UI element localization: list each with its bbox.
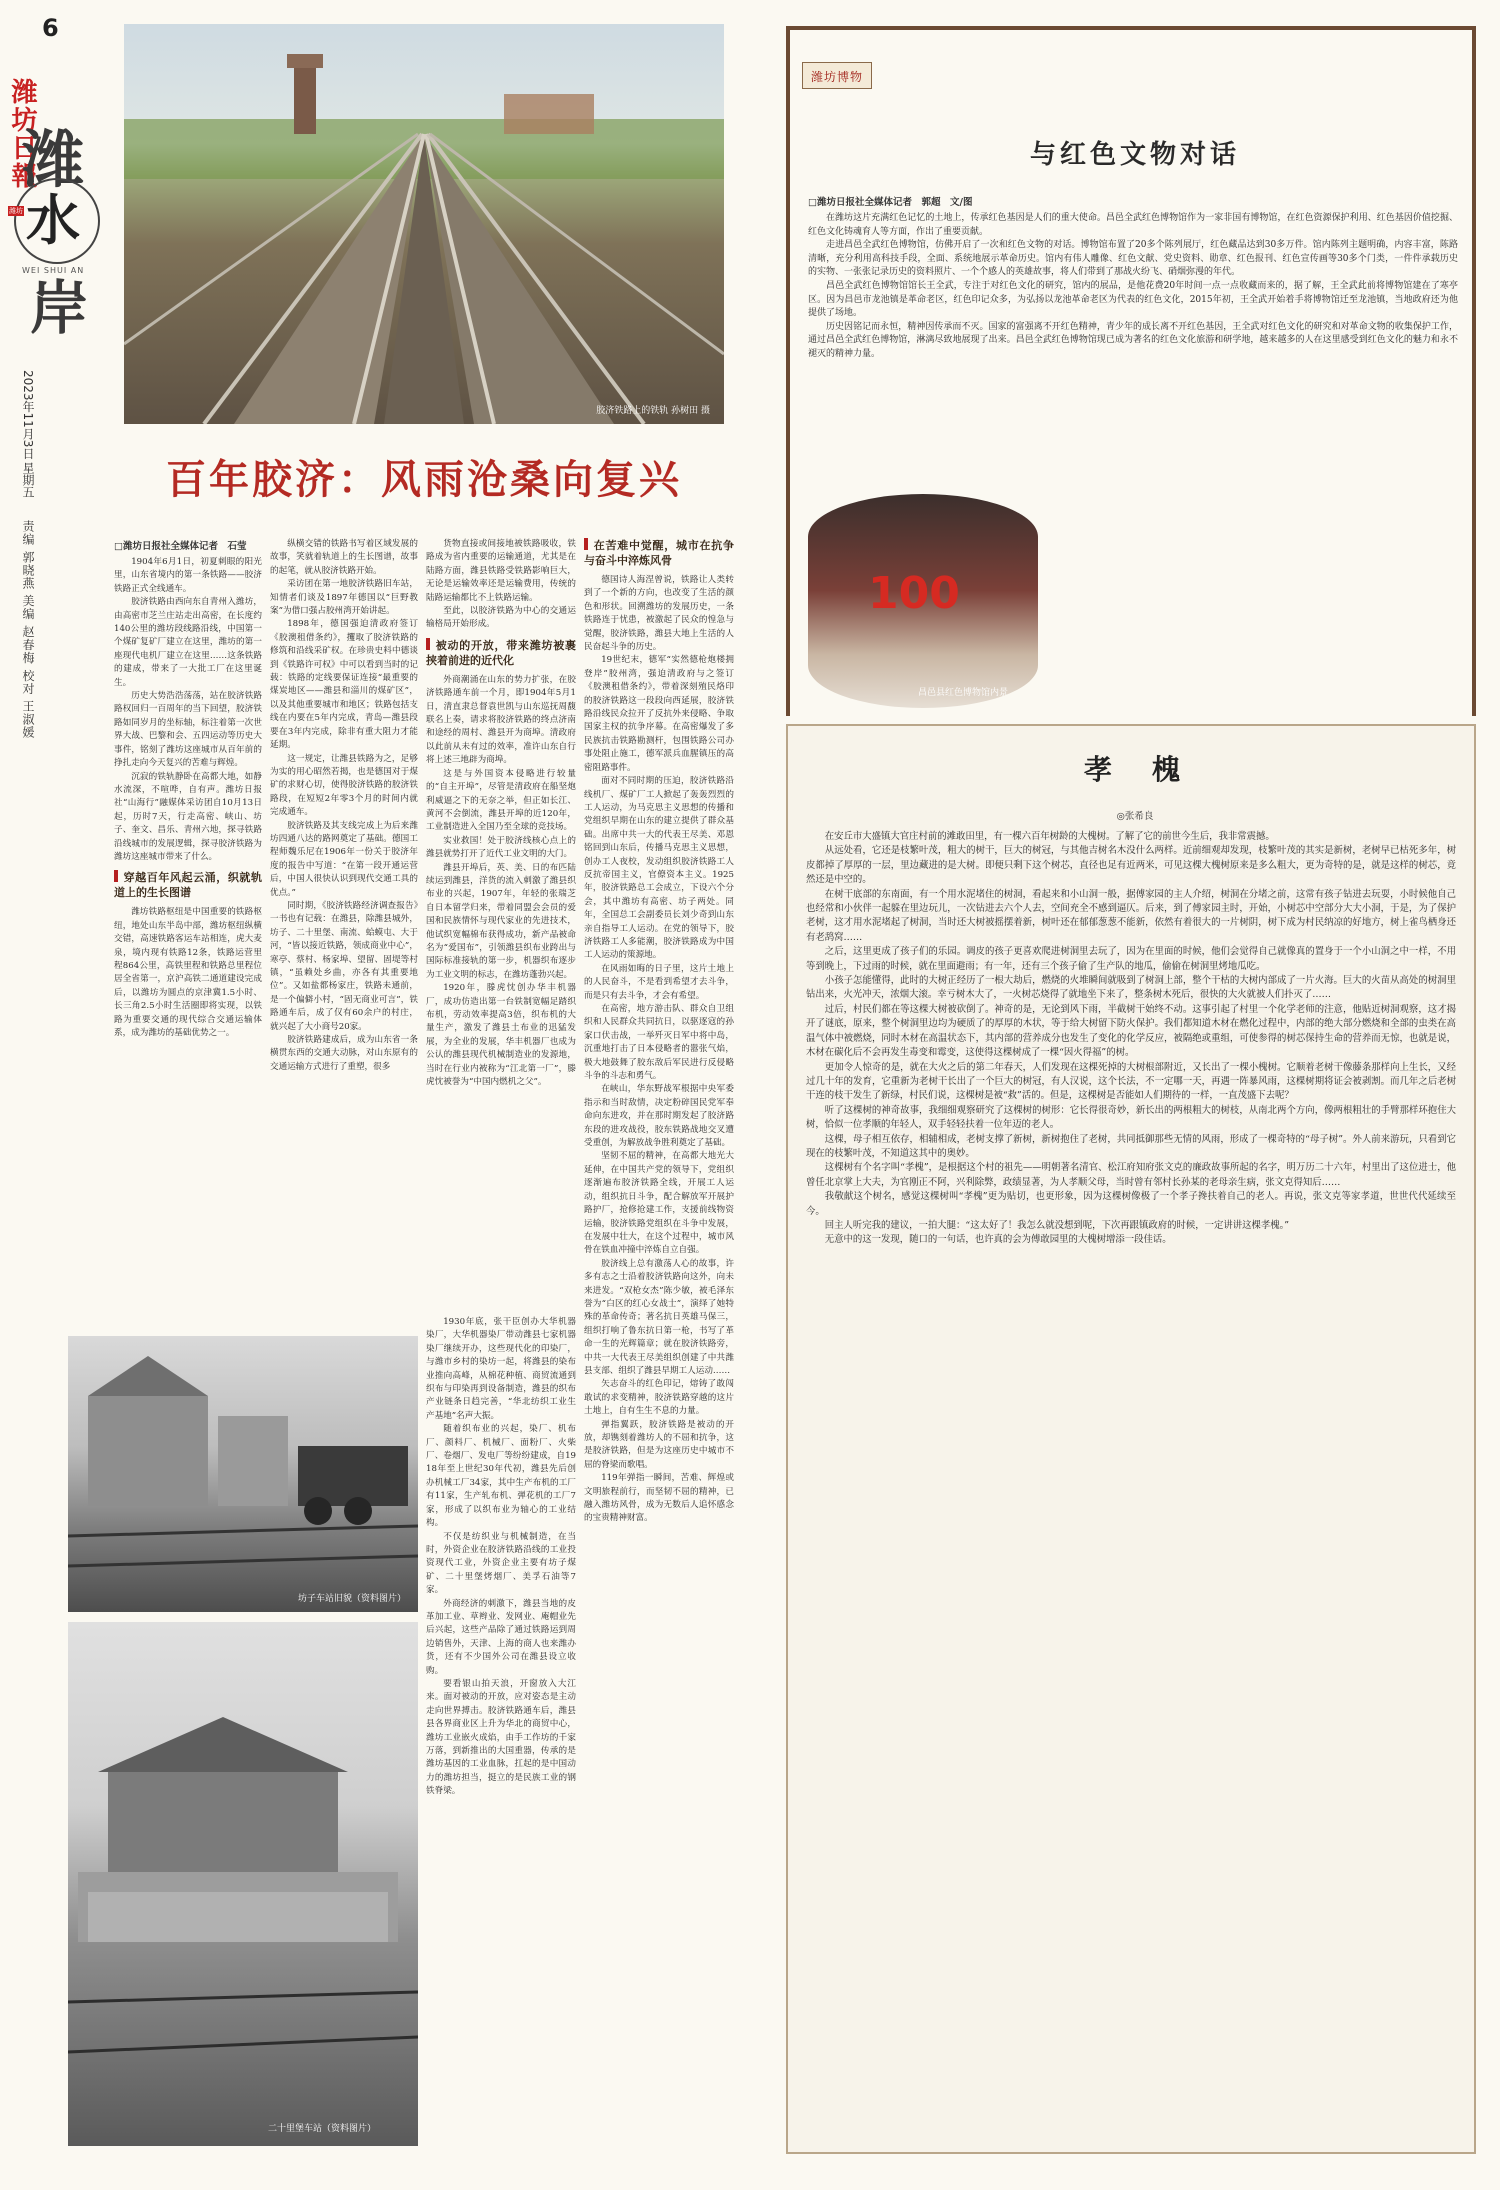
- paragraph: 胶济铁路建成后，成为山东省一条横贯东西的交通大动脉，对山东原有的交通运输方式进行了重塑，很多: [270, 1035, 418, 1072]
- paragraph: 这棵，母子相互依存，相辅相成，老树支撑了新树，新树抱住了老树，共同抵御那些无情的风雨，形成了一棵奇特的“母子树”。外人前来游玩，只看到它现在的枝繁叶茂，不知道这其中的奥妙。: [806, 1133, 1456, 1159]
- paragraph: 19世纪末，德军“实然德枪炮楼拥登岸”胶州湾，强迫清政府与之签订《胶澳租借条约》，带着深刻殖民烙印的胶济铁路这一段段向西延展，胶济铁路沿线民众拉开了反抗外来侵略、争取国家主权的抗争序幕。在高密爆发了多民族抗击铁路勘测杆，包围铁路公司办事处阻止施工，德军派兵血腥镇压的高密阻路事件。: [584, 655, 734, 773]
- paragraph: 货物直接或间接地被铁路吸收，铁路成为省内重要的运输通道，尤其是在陆路方面，潍县铁路受铁路影响巨大，无论是运输效率还是运输费用，传统的陆路运输都比不上铁路运输。: [426, 539, 576, 603]
- museum-body: [808, 212, 1458, 362]
- section-title-wei: 潍: [22, 123, 85, 196]
- page-number: 6: [42, 14, 59, 42]
- museum-headline: 与红色文物对话: [1029, 140, 1240, 170]
- paragraph: 同时期，《胶济铁路经济调查报告》一书也有记载：在潍县，除潍县城外，坊子、二十里堡、南流、蛤蟆屯、大于河，“皆以接近铁路，领成商业中心”，寒亭、蔡村、杨家埠、望留、固堤等村镇，“虽赖处乡曲，亦各有其重要地位”。又如盐都杨家庄，铁路未通前，是一个偏僻小村，“固无商业可言”，铁路通车后，成了仅有60余户的村庄，就兴起了大小商号20家。: [270, 900, 418, 1032]
- paragraph: 在树干底部的东南面，有一个用水泥堵住的树洞，看起来和小山洞一般，据傅家园的主人介绍，树洞在分堵之前，这常有孩子钻进去玩耍，小时候他自己也经常和小伙伴一起躲在里边玩儿，一次钻进去六个人去，空间充全不感到逼仄。后来，到了傅家园主时，开始，小树芯中空部分大大小洞，于是，为了保护老树，这才用水泥堵起了树洞，当时还大树被摇摆着新，树叶还在郁郁葱葱不能新，依然有着很大的一片树阴，树下成为村民纳凉的好地方，树上雀鸟栖身还有老鸹窝……: [806, 888, 1456, 943]
- paragraph: 潍坊铁路枢纽是中国重要的铁路枢纽，地处山东半岛中部，潍坊枢纽纵横交错，高速铁路客运车站相连，虎大麦泉，境内现有铁路12条，铁路运营里程864公里，高铁里程和铁路总里程位居全省第一，京沪高铁二通道建设完成后，以潍坊为圆点的京津冀1.5小时、长三角2.5小时生活圈即将实现，以铁路为重要交通的现代综合交通运输体系，成为潍坊的基础优势之一。: [114, 907, 262, 1038]
- section-pinyin: WEI SHUI AN: [22, 266, 85, 275]
- museum-photo-caption: 昌邑县红色博物馆内景: [917, 688, 1008, 698]
- paragraph: 外商潮涌在山东的势力扩张，在胶济铁路通车前一个月，即1904年5月1日，清直隶总督袁世凯与山东巡抚周馥联名上奏，请求将胶济铁路的终点济南和途经的周村、潍县开为商埠。清政府以此前从未有过的效率，准许山东自行将上述三地辟为商埠。: [426, 674, 576, 766]
- paragraph: 在风雨如晦的日子里，这片土地上的人民奋斗，不是看到希望才去斗争，而是只有去斗争，才会有希望。: [584, 963, 734, 1001]
- editors-credit: 责编 郭晓燕 美编 赵春梅 校对 王淑媛: [21, 520, 35, 740]
- paragraph: 之后，这里更成了孩子们的乐园。调皮的孩子更喜欢爬进树洞里去玩了，因为在里面的时候，他们会觉得自己就像真的置身于一个小山洞之中一样，不用等到晚上，下过雨的时候，就在里面避雨；有一年，还有三个孩子偷了生产队的地瓜，偷偷在树洞里烤地瓜吃。: [806, 946, 1456, 972]
- museum-column-tag-label: 潍坊博物: [811, 70, 864, 84]
- paragraph: 矢志奋斗的红色印记，熔铸了敢闯敢试的求变精神，胶济铁路穿越的这片土地上，自有生生不息的力量。: [584, 1379, 734, 1417]
- paragraph: 这棵树有个名字叫“孝槐”，是根据这个村的祖先——明朝著名清官、松江府知府张文克的廉政故事所起的名字，明万历二十六年，村里出了这位进士，他曾任北京掌上大夫，为官刚正不阿，兴利除弊，政绩显著，为人孝顺父母，当时曾有邻村长孙某的老母亲生病，张文克得知后……: [806, 1162, 1456, 1188]
- main-headline: 百年胶济：风雨沧桑向复兴: [166, 457, 682, 503]
- paragraph: 随着织布业的兴起，染厂、机布厂、颜料厂、机械厂、面粉厂、火柴厂、卷烟厂、发电厂等纷纷建成，自1918年至上世纪30年代初，潍县先后创办机械工厂34家，其中生产布机的工厂有11家，生产轧布机、弹花机的工厂7家，形成了以织布业为轴心的工业结构。: [426, 1424, 576, 1529]
- paragraph: 1904年6月1日，初夏刺眼的阳光里，山东省境内的第一条铁路——胶济铁路正式全线通车。: [114, 557, 262, 594]
- paragraph: 采访团在第一地胶济铁路旧车站，知情者们谈及1897年德国以“巨野教案”为借口强占胶州湾开始讲起。: [270, 579, 418, 617]
- paragraph: 走进昌邑全武红色博物馆，仿佛开启了一次和红色文物的对话。博物馆布置了20多个陈列展厅，红色藏品达到30多万件。馆内陈列主题明确，内容丰富，陈路清晰，充分利用高科技手段，全面、系统地展示革命历史。馆内有伟人雕像、红色文献、党史资料、勋章、红色报刊、红色宣传画等30多个门类，一件件承载历史的实物、一张张记录历史的资料照片、一个个感人的英雄故事，将人们带到了那战火纷飞、硝烟弥漫的年代。: [808, 240, 1458, 278]
- paragraph: 要看银山拍天浪，开窗放入大江来。面对被动的开放，应对姿态是主动走向世界搏击。胶济铁路通车后，潍县县各界商业区上升为华北的商贸中心，潍坊工业嵌火成焰，由手工作坊的千家万落，到新推出的大国重器，传承的是潍坊基因的工业血脉，扛起的是中国动力的潍坊担当，挺立的是民族工业的钢铁脊梁。: [426, 1678, 576, 1797]
- subheading-1: 穿越百年风起云涌，织就轨道上的生长图谱: [114, 871, 262, 900]
- paragraph: 胶济铁路及其支线完成上为后来潍坊四通八达的路网奠定了基础。德国工程师魏乐尼在1906年一份关于胶济年度的报告中写道：“在第一段开通运营后，中国人很快认识到现代交通工具的优点。”: [270, 820, 418, 898]
- section-title-an: 岸: [30, 274, 89, 342]
- main-column-4: [584, 538, 734, 1526]
- issue-weekday: 星期五: [21, 462, 35, 498]
- paper-name: 潍坊日報: [7, 78, 37, 190]
- main-column-2: [270, 538, 418, 1074]
- museum-column-tag: [802, 62, 872, 89]
- paragraph: 实业救国！处于胶济线核心点上的潍县就势打开了近代工业文明的大门。: [426, 835, 576, 860]
- paragraph: 119年弹指一瞬间，苦难、辉煌或文明旅程前行，而坚韧不屈的精神，已融入潍坊风骨，成为无数后人追怀感念的宝贵精神财富。: [584, 1473, 734, 1524]
- section-seal: 潍坊: [9, 207, 23, 215]
- paragraph: 1898年，德国强迫清政府签订《胶澳租借条约》，攫取了胶济铁路的修筑和沿线采矿权。在珍贵史料中德谈到《铁路许可权》中可以看到当时的记载：铁路的定线要保证连接“最重要的煤炭地区——潍县和淄川的煤矿区”，以及其他重要城市和地区；铁路包括支线在内要在5年内完成，青岛—潍县段要在3年内完成，除非有重大阻力才能延期。: [270, 619, 418, 751]
- paragraph: 1930年底，张干臣创办大华机器染厂，大华机器染厂带动潍县七家机器染厂继续开办，这些现代化的印染厂，与潍市乡村的染坊一起，将潍县的染布业推向高峰，从棉花种植、商贸流通到织布与印染再到设备制造，潍县的织布产业链条日趋完善，“华北纺织工业生产基地”名声大振。: [426, 1317, 576, 1421]
- museum-sign-100: 100: [868, 568, 960, 619]
- paragraph: 历史大势浩浩荡荡，站在胶济铁路路权回归一百周年的当下回望，胶济铁路如同岁月的坐标轴，标注着第一次世界大战、巴黎和会、五四运动等历史大事件，铭刻了潍坊这座城市从百年前的挣扎走向今天复兴的苦难与辉煌。: [114, 691, 262, 769]
- paragraph: 潍县开埠后，英、美、日的布匹陆续运到潍县，洋货的流入刺激了潍县织布业的兴起，1907年，年轻的张瑞芝自日本留学归来，带着同盟会会员的爱国和民族情怀与现代家业的先进技术，他试织宽幅棉布获得成功，新产品被命名为“爱国布”，引领潍县织布业跨出与国际标准接轨的第一步，机器织布逐步为工业文明的标志，在潍坊蓬勃兴起。: [426, 862, 576, 980]
- warehouse-illustration: [68, 1622, 418, 2146]
- hero-photo-caption: 胶济铁路上的铁轨 孙树田 摄: [596, 406, 710, 416]
- ershilipu-station-photo: [68, 1622, 418, 2146]
- railway-tracks-illustration: [124, 24, 724, 424]
- paragraph: 外商经济的刺激下，潍县当地的皮革加工业、草辫业、发网业、庵帽业先后兴起，这些产品除了通过铁路运到周边销售外，天津、上海的商人也来潍办货，还有不少国外公司在潍县设立收购。: [426, 1598, 576, 1676]
- paragraph: 弹指翼跃，胶济铁路是被动的开放，却镌刻着潍坊人的不屈和抗争，这是胶济铁路，但是为这座历史中城市不屈的脊梁而歌唱。: [584, 1419, 734, 1470]
- paragraph: 面对不同时期的压迫，胶济铁路沿线机厂、煤矿厂工人掀起了轰轰烈烈的工人运动，为马克思主义思想的传播和党组织早期在山东的建立提供了群众基础。出席中共一大的代表王尽美、邓恩铭回到山东后，传播马克思主义思想，创办工人夜校，发动组织胶济铁路工人反抗帝国主义，官僚资本主义。1925年，胶济铁路总工会成立，下设六个分会，其中潍坊有高密、坊子两处。同年，全国总工会副委员长刘少奇到山东亲自指导工人运动。在党的领导下，胶济铁路工人多能潮，胶济铁路成为中国工人运动的策源地。: [584, 776, 734, 961]
- paragraph: 坚韧不屈的精神，在高都大地光大延伸，在中国共产党的领导下，党组织逐渐遍布胶济铁路全线，开展工人运动，组织抗日斗争，配合解放军开展护路护厂，抢修抢建工作，支援前线物资运输，胶济铁路党组织在斗争中发展，在发展中壮大，在这个过程中，城市风骨在铁血冲撞中淬炼自立自强。: [584, 1151, 734, 1256]
- paragraph: 过后，村民们都在等这棵大树被砍倒了。神奇的是，无论到风下雨，半截树干始终不动。这事引起了村里一个化学老师的注意，他贴近树洞观察，这才揭开了谜底，原来，整个树洞里边均为硬质了的厚厚的木状，等于给大树留下防火保护。我们都知道木材在燃化过程中，内部的绝大部分燃烧和全部的虫类在高温气体中被燃烧，同时木材在高温状态下，其内部的营养成分也发生了变化的化学反应，被隔绝或重组，可使参得的树芯保持生命的营养而无惊，也就是说，木材在碳化后不会再发生毒变和霉变，这使得这棵树成了一棵“因火得福”的树。: [806, 1003, 1456, 1059]
- main-column-3-lower: [426, 1316, 576, 1799]
- paragraph: 这一规定，让潍县铁路为之，足够为实的用心昭然若揭，也是德国对于煤矿的求财心切，使得胶济铁路的胶济铁路段，在短短2年零3个月的时间内就完成通车。: [270, 753, 418, 818]
- fangzi-station-photo: [68, 1336, 418, 1612]
- paragraph: 在潍坊这片充满红色记忆的土地上，传承红色基因是人们的重大使命。昌邑全武红色博物馆作为一家非国有博物馆，在红色资源保护利用、红色基因价值挖掘、红色文化铸魂育人等方面，作出了重要贡献。: [808, 213, 1458, 237]
- paragraph: 回主人听完我的建议，一拍大腿：“这太好了！我怎么就没想到呢，下次再跟镇政府的时候，一定讲讲这棵孝槐。”: [824, 1219, 1290, 1231]
- essay-body: [806, 830, 1456, 1248]
- paragraph: 从远处看，它还是枝繁叶茂，粗大的树干，巨大的树冠，与其他吉树名木没什么两样。近前细观却发现，枝繁叶茂的其实是新树，老树早已枯死多年，树皮都掉了厚厚的一层，里边藏进的是大树。即便只剩下这个树芯，直径也足有近两米，可见这棵大槐树原来是多么粗大，更为奇特的是，就是这样的树芯，竟然还是中空的。: [806, 845, 1456, 886]
- paragraph: 德国诗人海涅曾说，铁路让人类转到了一个新的方向，也改变了生活的颜色和形状。回溯潍坊的发展历史，一条铁路连于忧患，被激起了民众的惶急与觉醒，胶济铁路，潍县大地上生活的人民奋起斗争的历史。: [584, 575, 734, 653]
- main-byline: □潍坊日报社全媒体记者 石莹: [114, 541, 247, 552]
- station-building-illustration: [68, 1336, 418, 1612]
- paragraph: 胶济线上总有激荡人心的故事，许多有志之士沿着胶济铁路向这外，向未来进发。“双枪女杰”陈少敏，被毛泽东誉为“白区的红心女战士”，演绎了她特殊的革命传奇；著名抗日英雄马保三，组织打响了鲁东抗日第一枪，书写了革命一生的光辉篇章；就在胶济铁路旁，中共一大代表王尽美组织创建了中共潍县支部、组织了潍县早期工人运动……: [584, 1258, 734, 1376]
- essay-byline: ◎张希良: [1116, 811, 1154, 822]
- essay-headline: 孝 槐: [1083, 753, 1186, 786]
- paragraph: 在高密，地方游击队、群众自卫组织和人民群众共同抗日，以驱逐寇的孙家口伏击战，一举歼灭日军中将中岛，沉重地打击了日本侵略者的嚣张气焰，极大地鼓舞了胶东敌后军民进行反侵略斗争的斗志和勇气。: [584, 1004, 734, 1082]
- paragraph: 更加令人惊奇的是，就在大火之后的第二年春天，人们发现在这棵死掉的大树根部附近，又长出了一棵小槐树。它顺着老树干像藤条那样向上生长，又经过几十年的发育，它重新为老树干长出了一个巨大的树冠，有人汉说，这个长法，不一定哪一天，再遇一阵暴风雨，这棵树期将证会被剥割。而几年之后老树干连的枝干发生了新绿，村民们说，这棵树是被“救”活的。但是，这棵树是否能如人们期待的一样，一直茂盛下去呢？: [806, 1061, 1456, 1102]
- paragraph: 至此，以胶济铁路为中心的交通运输格局开始形成。: [426, 606, 576, 630]
- paragraph: 胶济铁路由西向东自青州入潍坊，由高密市芝兰庄站走出高密，在长度约140公里的潍坊段线路沿线，中国第一个煤矿复矿厂建立在这里，潍坊的第一座现代电机厂建立在这里……这条铁路的建成，带来了一大批工厂在这里诞生。: [114, 597, 262, 688]
- paragraph: 听了这棵树的神奇故事，我细细观察研究了这棵树的树形：它长得很奇妙，新长出的两根粗大的树枝，从南北两个方向，像两根粗壮的手臂那样环抱住大树，恰似一位孝顺的年轻人，双手轻轻扶着一位年迈的老人。: [806, 1104, 1456, 1131]
- paragraph: 纵横交错的铁路书写着区域发展的故事，笑就着轨道上的生长图谱，故事的起笔，就从胶济铁路开始。: [270, 539, 418, 576]
- paragraph: 沉寂的铁轨静卧在高都大地，如静水流深，不喧哗，自有声。潍坊日报社“山海行”融媒体采访团自10月13日起，历时7天，行走高密、峡山、坊子、奎文、昌乐、青州六地，探寻铁路沿线城市的发展逻辑，探寻胶济铁路为潍坊这座城市带来了什么。: [114, 771, 262, 862]
- paragraph: 昌邑全武红色博物馆馆长王全武，专注于对红色文化的研究，馆内的展品，是他花费20年时间一点一点收藏而来的，据了解，王全武此前将博物馆建在了寒亭区。因为昌邑市龙池镇是革命老区，红色印记众多，为弘扬以龙池革命老区为代表的红色文化，2015年初，王全武开始着手将博物馆迁至龙池镇，当地政府还为他提供了场地。: [808, 280, 1458, 319]
- railway-hero-photo: [124, 24, 724, 424]
- paragraph: 历史因铭记而永恒，精神因传承而不灭。国家的富强离不开红色精神，青少年的成长离不开红色基因，王全武对红色文化的研究和对革命文物的收集保护工作，通过昌邑全武红色博物馆，淋漓尽致地展现了出来。昌邑全武红色博物馆现已成为著名的红色文化旅游和研学地，越来越多的人在这里感受到红色文化的魅力和永不褪灭的精神力量。: [808, 321, 1458, 359]
- issue-date: 2023年11月3日: [21, 370, 35, 460]
- museum-interior-photo: [808, 494, 1038, 708]
- main-column-1: [114, 556, 262, 1040]
- paragraph: 在安丘市大盛镇大官庄村前的滩敢田里，有一棵六百年树龄的大槐树。了解了它的前世今生后，我非常震撼。: [824, 831, 1275, 842]
- paragraph: 无意中的这一发现，随口的一句话，也许真的会为傅敢园里的大槐树增添一段佳话。: [824, 1234, 1172, 1246]
- paragraph: 不仅是纺织业与机械制造，在当时，外资企业在胶济铁路沿线的工业投资现代工业，外资企业主要有坊子煤矿、二十里堡烤烟厂、美孚石油等7家。: [426, 1531, 576, 1596]
- paragraph: 这是与外国资本侵略进行较量的“自主开埠”，尽管是清政府在船坚炮利威逼之下的无奈之举，但正如长江、黄河不会倒流，潍县开埠的近120年，工业制造进入全国乃至全球的竞技场。: [426, 768, 576, 833]
- paragraph: 1920年，滕虎忱创办华丰机器厂，成功仿造出第一台铁制宽幅足踏织布机，劳动效率提高3倍，织布机的大量生产，激发了潍县土布业的迅猛发展，为全业的发展，华丰机器厂也成为公认的潍县现代机械制造业的发源地，当时在行业内被称为“江北第一厂”，滕虎忱被誉为“中国内燃机之父”。: [426, 983, 576, 1088]
- paragraph: 小孩子怎能懂得，此时的大树正经历了一根大劫后，燃烧的火堆瞬间就吸到了树洞上部，整个干枯的大树内部成了一片火海。巨大的火苗从高处的树洞里钻出来，火光冲天，浓烟大滚。幸亏树木大了，一火树芯烧得了就地坐下来了，整条树木死后，很快的大火就被人们扑灭了……: [806, 975, 1456, 1001]
- subheading-2: 被动的开放，带来潍坊被裹挟着前进的近代化: [426, 638, 576, 667]
- main-column-3: [426, 538, 576, 1089]
- subheading-3: 在苦难中觉醒，城市在抗争与奋斗中淬炼风骨: [584, 539, 734, 567]
- fangzi-photo-caption: 坊子车站旧貌（资料图片）: [297, 1594, 406, 1604]
- museum-byline: □潍坊日报社全媒体记者 郭超 文/图: [808, 197, 973, 208]
- paragraph: 我敬献这个树名，感觉这棵树叫“孝槐”更为贴切，也更形象，因为这棵树像极了一个孝子搀扶着自己的老人。再说，张文克等家孝道，世世代代延续至今。: [806, 1191, 1456, 1217]
- section-title-shui: 水: [26, 188, 80, 252]
- ershilipu-photo-caption: 二十里堡车站（资料图片）: [268, 2124, 377, 2134]
- paragraph: 在峡山，华东野战军根据中央军委指示和当时敌情，决定粉碎国民党军奉命向东进攻，并在那时期发起了胶济路东段的进攻战役，胶东铁路战地交叉遭受重创，为解放战争胜利奠定了基础。: [584, 1084, 734, 1149]
